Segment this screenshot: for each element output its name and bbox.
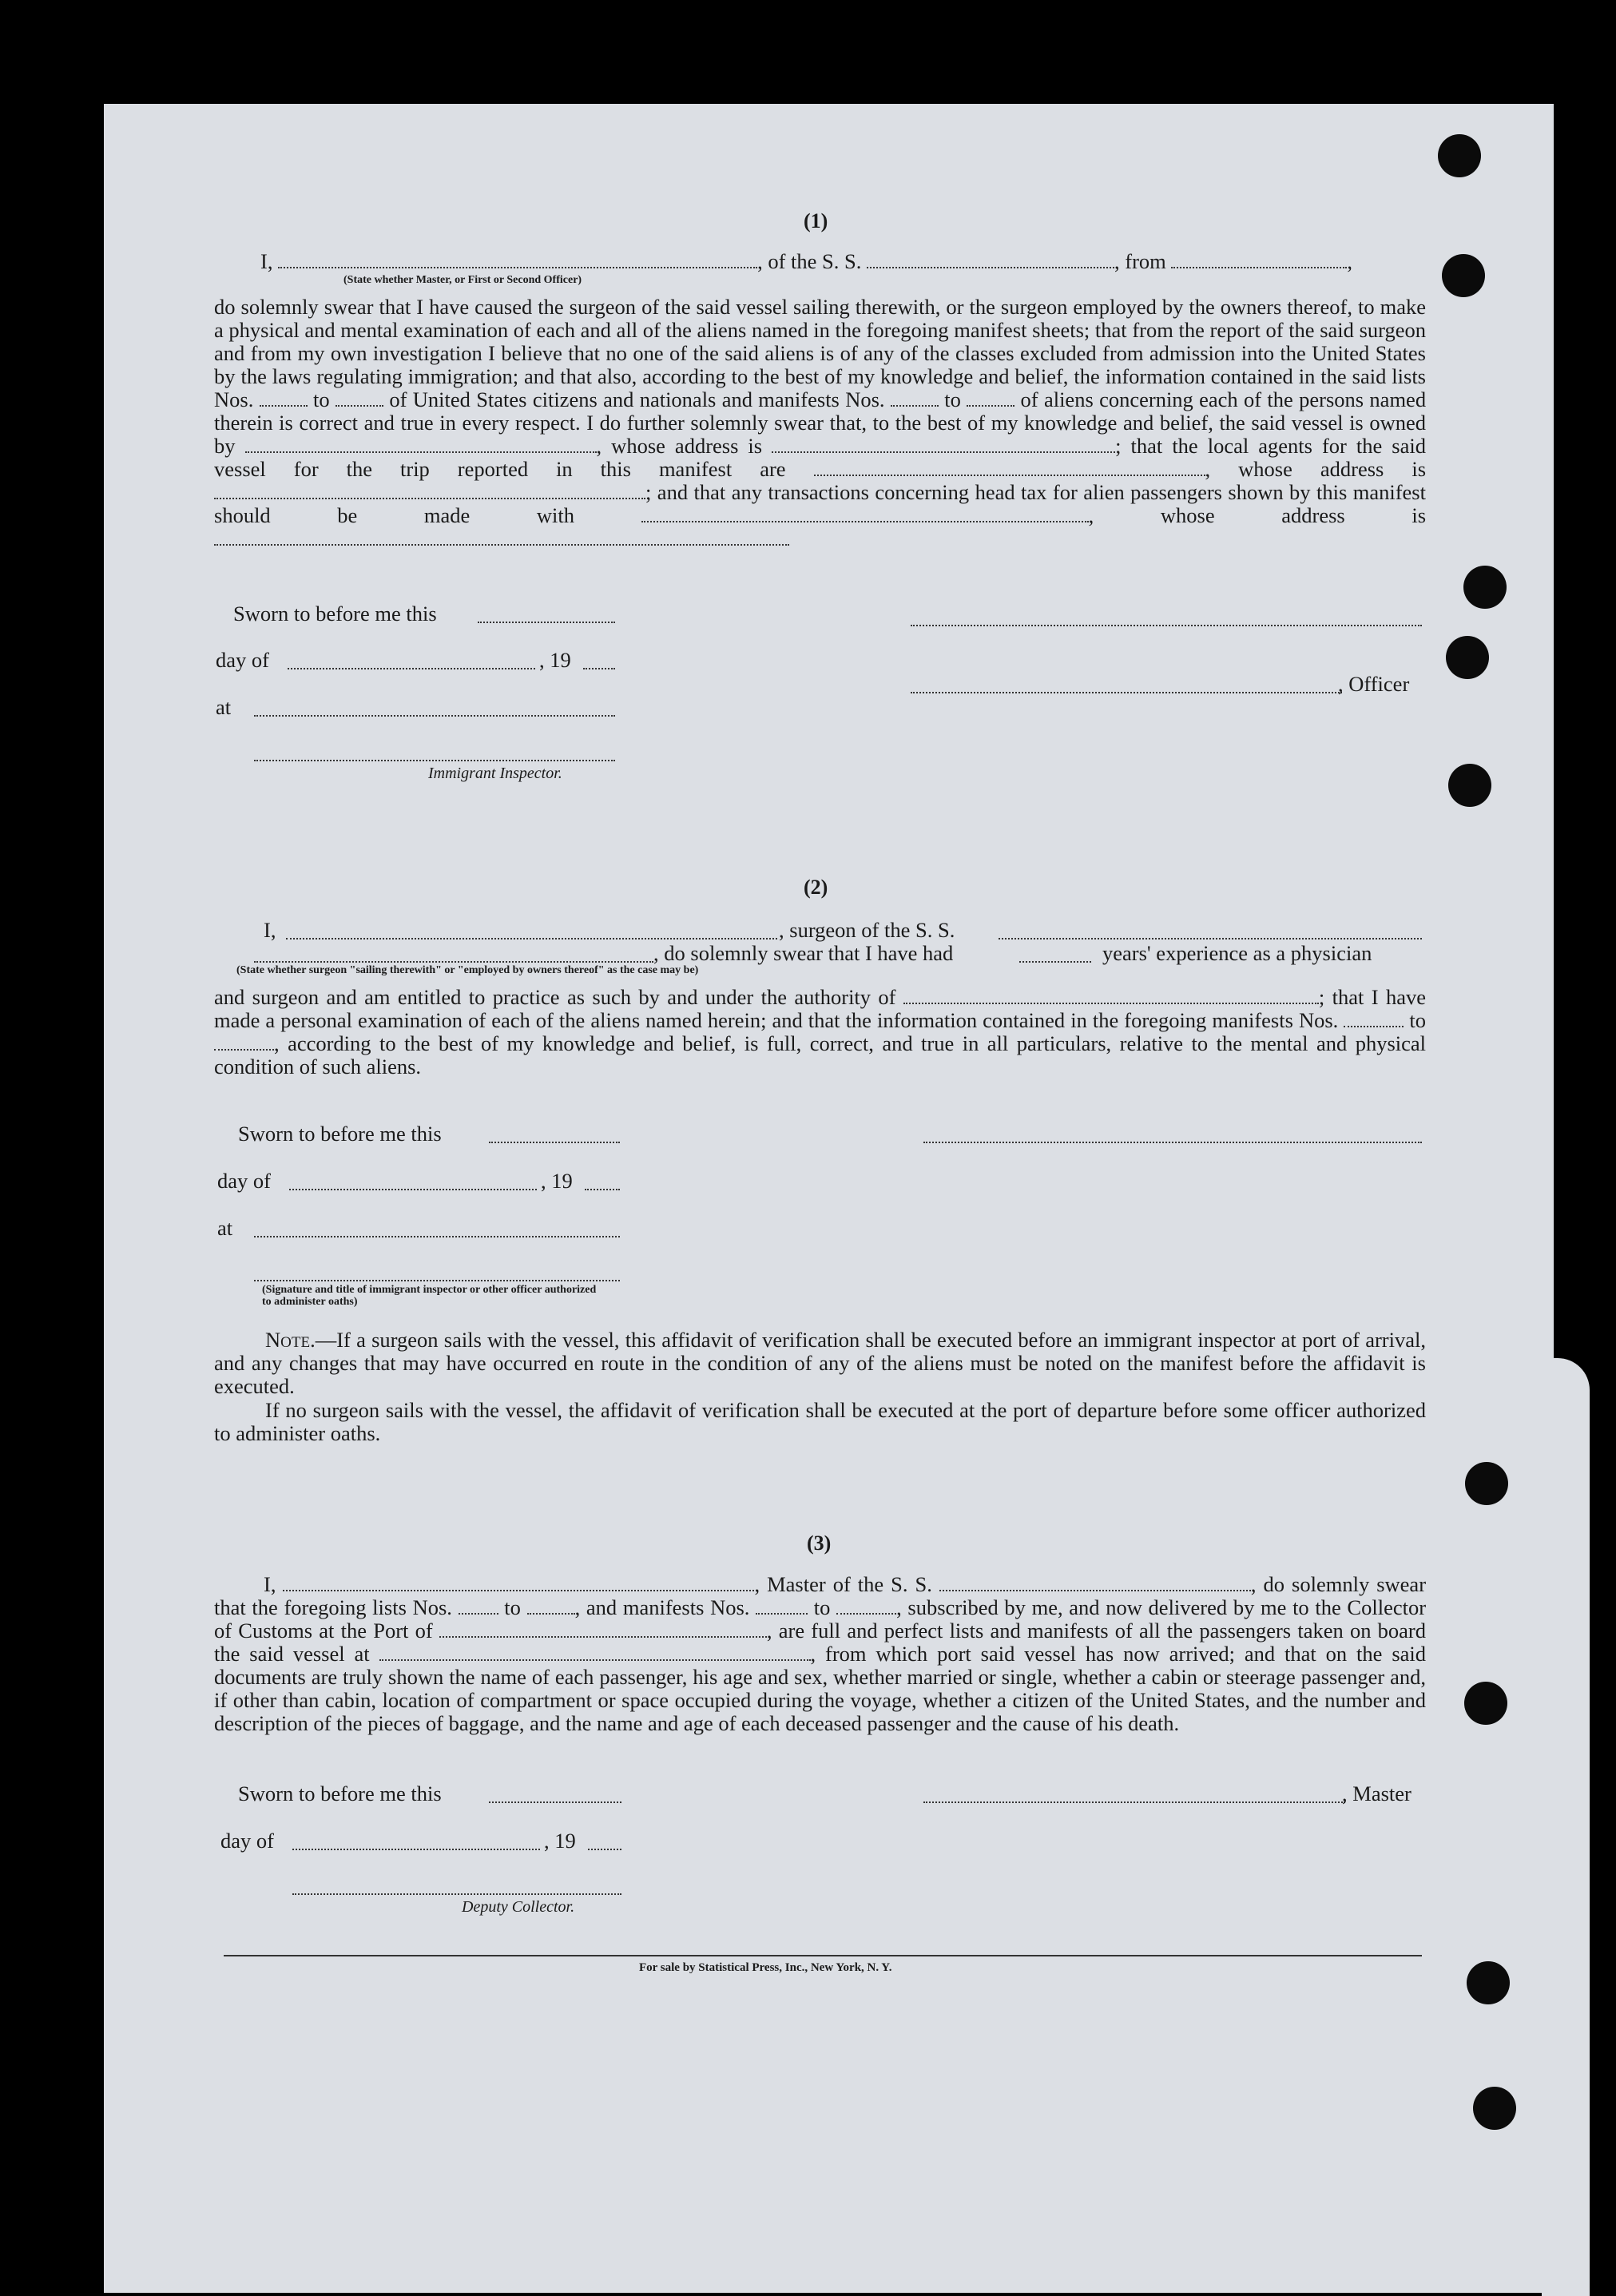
s2-vessel-blank[interactable] <box>999 938 1422 939</box>
section3-body: I, , Master of the S. S. , do solemnly swear that the foregoing lists Nos. to , and manifests Nos. to , subscribed by me, and now delivered by me to the Collector of Customs at the Port of , are full and perfect lists and manifests of all the passengers taken on board the said vessel at , from which port said vessel has now arrived; and that on the said documents are truly shown the name of each passenger, his age and sex, whether married or single, whether a cabin or steerage passenger and, if other than cabin, location of compartment or space occupied during the voyage, whether a citizen of the United States, and the number and description of the pieces of baggage, and the name and age of each deceased passenger and the cause of his death. <box>214 1572 1427 1735</box>
section1-body: do solemnly swear that I have caused the surgeon of the said vessel sailing therewith, or the surgeon employed by the owners thereof, to make a physical and mental examination of each and all of the aliens named in the foregoing manifest sheets; that from the report of the said surgeon and from my own investigation I believe that no one of the said aliens is of any of the classes excluded from admission into the United States by the laws regulating immigration; and that also, according to the best of my knowledge and belief, the information contained in the said lists Nos. to of United States citizens and nationals and manifests Nos. to of aliens concerning each of the persons named therein is correct and true in every respect. I do further solemnly swear that, to the best of my knowledge and belief, the said vessel is owned by , whose address is ; that the local agents for the said vessel for the trip reported in this manifest are , whose address is ; and that any transactions concerning head tax for alien passengers shown by this manifest should be made with , whose address is <box>214 296 1426 550</box>
day-of-label: day of <box>217 1169 271 1193</box>
at-label: at <box>216 695 232 719</box>
day-blank[interactable] <box>292 1849 540 1850</box>
sworn-label: Sworn to before me this <box>238 1782 442 1805</box>
s3-lists-from-blank[interactable] <box>459 1599 498 1615</box>
at-blank[interactable] <box>254 1236 620 1237</box>
at-blank[interactable] <box>254 715 615 717</box>
inspector-label: Immigrant Inspector. <box>428 765 562 782</box>
authority-blank[interactable] <box>903 988 1319 1004</box>
punch-hole <box>1438 134 1481 177</box>
punch-hole <box>1465 1462 1508 1505</box>
head-tax-blank[interactable] <box>641 506 1089 522</box>
year-label: , 19 <box>539 648 571 672</box>
lists-from-blank[interactable] <box>260 391 308 407</box>
punch-hole <box>1442 254 1485 297</box>
surgeon-name-blank[interactable] <box>286 938 777 939</box>
s2-inspector-signature-line[interactable] <box>254 1280 620 1281</box>
footer-text: For sale by Statistical Press, Inc., New York, N. Y. <box>639 1961 892 1974</box>
sworn-blank[interactable] <box>489 1142 620 1143</box>
lists-to-blank[interactable] <box>336 391 383 407</box>
master-signature-line[interactable] <box>923 1801 1345 1803</box>
surgeon-signature-line[interactable] <box>923 1142 1422 1143</box>
s3-manifests-to-blank[interactable] <box>836 1599 896 1615</box>
punch-hole <box>1467 1961 1510 2004</box>
surgeon-note-text: Note.—If a surgeon sails with the vessel, this affidavit of verification shall be executed before an immigrant inspector at port of arrival, and any changes that may have occurred en route in the condition of any of the aliens must be noted on the manifest before the affidavit is executed. <box>214 1328 1426 1398</box>
from-blank[interactable] <box>1171 252 1347 268</box>
year-label: , 19 <box>544 1829 576 1853</box>
departure-port-blank[interactable] <box>379 1645 811 1661</box>
s2-manifest-from-blank[interactable] <box>1344 1011 1404 1027</box>
day-of-label: day of <box>216 648 269 672</box>
manifests-to-blank[interactable] <box>967 391 1014 407</box>
owner-blank[interactable] <box>245 437 597 453</box>
vessel-blank[interactable] <box>867 252 1114 268</box>
officer-blank[interactable] <box>278 252 757 268</box>
owner-address-blank[interactable] <box>772 437 1115 453</box>
years-label: years' experience as a physician <box>1102 941 1372 965</box>
agents-address-blank[interactable] <box>214 483 645 499</box>
sworn-label: Sworn to before me this <box>238 1122 442 1146</box>
day-of-label: day of <box>220 1829 274 1853</box>
signature-note: (Signature and title of immigrant inspector or other officer authorized to administer oaths) <box>262 1284 597 1308</box>
collector-signature-line[interactable] <box>292 1893 621 1895</box>
surgeon-of-label: , surgeon of the S. S. <box>779 918 955 942</box>
page-edge <box>1542 1358 1590 2296</box>
section-number: (2) <box>804 876 828 899</box>
punch-hole <box>1448 764 1491 807</box>
sworn-blank[interactable] <box>478 622 615 623</box>
year-blank[interactable] <box>585 1189 620 1190</box>
agents-blank[interactable] <box>814 460 1205 476</box>
s2-i: I, <box>264 918 276 942</box>
punch-hole <box>1464 1682 1507 1725</box>
year-label: , 19 <box>541 1169 573 1193</box>
day-blank[interactable] <box>288 668 535 669</box>
day-blank[interactable] <box>289 1189 537 1190</box>
section-number: (3) <box>807 1531 832 1555</box>
s3-vessel-blank[interactable] <box>939 1575 1251 1591</box>
years-blank[interactable] <box>1019 961 1091 963</box>
swear-label: , do solemnly swear that I have had <box>653 941 954 965</box>
footer-rule <box>224 1955 1422 1956</box>
section1-line1: I, , of the S. S. , from , <box>260 249 1353 273</box>
at-label: at <box>217 1216 233 1240</box>
sworn-label: Sworn to before me this <box>233 602 437 626</box>
s2-manifest-to-blank[interactable] <box>214 1035 274 1051</box>
year-blank[interactable] <box>588 1849 621 1850</box>
surgeon-type-blank[interactable] <box>254 961 653 963</box>
officer-title-line[interactable] <box>911 692 1342 693</box>
s3-lists-to-blank[interactable] <box>527 1599 575 1615</box>
surgeon-note: (State whether surgeon "sailing therewith" or "employed by owners thereof" as the case may be) <box>236 964 699 976</box>
head-tax-address-blank[interactable] <box>214 530 789 546</box>
inspector-signature-line[interactable] <box>254 760 615 761</box>
officer-label: , Officer <box>1338 672 1410 696</box>
port-blank[interactable] <box>439 1622 767 1638</box>
manifests-from-blank[interactable] <box>891 391 939 407</box>
master-name-blank[interactable] <box>283 1575 754 1591</box>
section-number: (1) <box>804 209 828 232</box>
sworn-blank[interactable] <box>489 1801 621 1803</box>
punch-hole <box>1446 636 1489 679</box>
deputy-label: Deputy Collector. <box>462 1898 575 1916</box>
master-label: , Master <box>1342 1782 1412 1805</box>
surgeon-note-text-2: If no surgeon sails with the vessel, the affidavit of verification shall be executed at the port of departure before some officer authorized to administer oaths. <box>214 1398 1426 1445</box>
officer-note: (State whether Master, or First or Second Officer) <box>343 274 582 286</box>
section2-body: and surgeon and am entitled to practice as such by and under the authority of ; that I have made a personal examination of each of the aliens named herein; and that the information contained in the foregoing manifests Nos. to , according to the best of my knowledge and belief, is full, correct, and true in all particulars, relative to the mental and physical condition of such aliens. <box>214 985 1427 1078</box>
s3-manifests-from-blank[interactable] <box>756 1599 808 1615</box>
punch-hole <box>1463 566 1507 609</box>
year-blank[interactable] <box>583 668 615 669</box>
officer-signature-line[interactable] <box>911 625 1422 626</box>
punch-hole <box>1473 2087 1516 2130</box>
